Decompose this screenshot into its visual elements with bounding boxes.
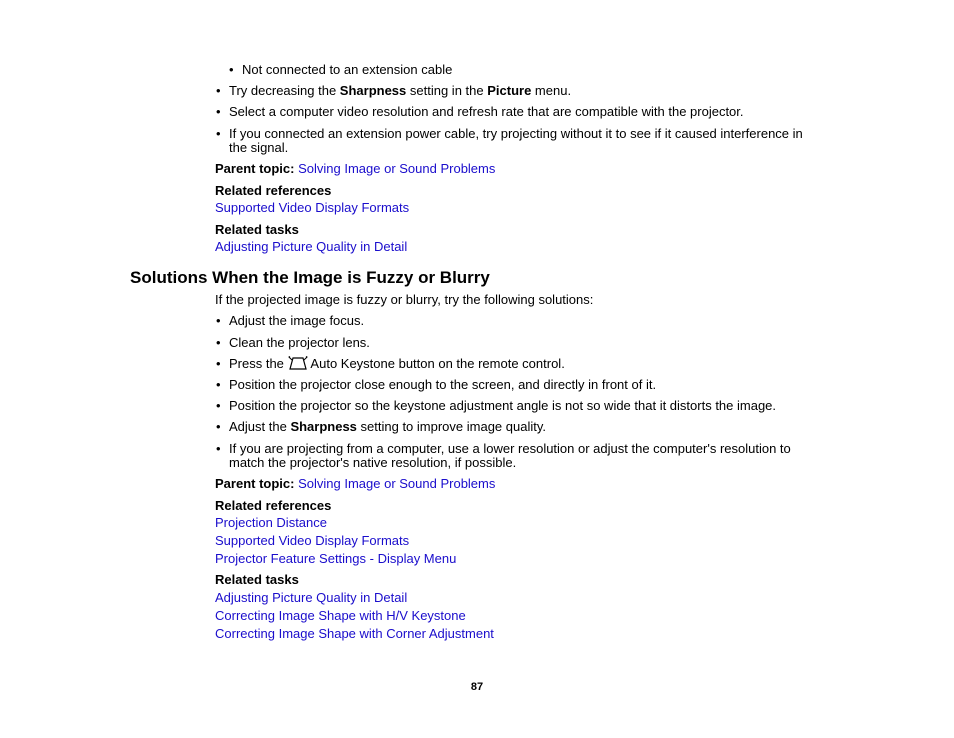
parent-topic-link[interactable]: Solving Image or Sound Problems bbox=[298, 161, 496, 176]
bullet-marker: • bbox=[216, 356, 221, 371]
page-number: 87 bbox=[470, 681, 484, 693]
related-references-label: Related references bbox=[215, 498, 332, 513]
parent-topic bbox=[215, 161, 495, 177]
bullet-marker: • bbox=[216, 398, 221, 413]
bullet-marker: • bbox=[216, 104, 221, 119]
bullet-marker: • bbox=[216, 441, 221, 456]
related-tasks-label: Related tasks bbox=[215, 572, 299, 587]
parent-topic-label: Parent topic: bbox=[215, 476, 295, 491]
related-reference-link[interactable]: Projector Feature Settings - Display Menu bbox=[215, 551, 457, 566]
bullet-resolution: Select a computer video resolution and refresh rate that are compatible with the projector. bbox=[229, 104, 744, 119]
bullet-focus: Adjust the image focus. bbox=[229, 313, 365, 328]
bullet-marker: • bbox=[216, 377, 221, 392]
bullet-marker: • bbox=[216, 126, 221, 141]
related-task-link[interactable]: Correcting Image Shape with Corner Adjustment bbox=[215, 626, 494, 641]
bullet-position-close: Position the projector close enough to the screen, and directly in front of it. bbox=[229, 377, 657, 392]
sub-bullet-text: Not connected to an extension cable bbox=[242, 62, 453, 77]
related-reference-link[interactable]: Supported Video Display Formats bbox=[215, 533, 410, 548]
related-reference-link[interactable]: Supported Video Display Formats bbox=[215, 200, 410, 215]
bullet-sharpness-picture: Try decreasing the Sharpness setting in the Picture menu. bbox=[229, 83, 572, 98]
bullet-lower-resolution-line2: match the projector's native resolution, if possible. bbox=[229, 455, 517, 470]
section-heading: Solutions When the Image is Fuzzy or Blurry bbox=[130, 268, 490, 287]
parent-topic bbox=[215, 476, 495, 492]
bullet-marker: • bbox=[216, 419, 221, 434]
bullet-extension-line2: the signal. bbox=[229, 140, 289, 155]
related-task-link[interactable]: Adjusting Picture Quality in Detail bbox=[215, 239, 408, 254]
bullet-extension-line1: If you connected an extension power cable, try projecting without it to see if it caused interference in bbox=[229, 126, 803, 141]
bullet-keystone-angle: Position the projector so the keystone adjustment angle is not so wide that it distorts the image. bbox=[229, 398, 777, 413]
related-tasks-label: Related tasks bbox=[215, 222, 299, 237]
related-references-label: Related references bbox=[215, 183, 332, 198]
section-intro: If the projected image is fuzzy or blurry, try the following solutions: bbox=[215, 292, 594, 307]
parent-topic-label: Parent topic: bbox=[215, 161, 295, 176]
bullet-marker: • bbox=[216, 313, 221, 328]
bullet-lower-resolution-line1: If you are projecting from a computer, use a lower resolution or adjust the computer's resolution to bbox=[229, 441, 791, 456]
bullet-clean-lens: Clean the projector lens. bbox=[229, 335, 370, 350]
related-task-link[interactable]: Correcting Image Shape with H/V Keystone bbox=[215, 608, 466, 623]
auto-keystone-icon bbox=[288, 356, 308, 370]
bullet-marker: • bbox=[216, 335, 221, 350]
bullet-marker: • bbox=[216, 83, 221, 98]
related-task-link[interactable]: Adjusting Picture Quality in Detail bbox=[215, 590, 408, 605]
bullet-adjust-sharpness: Adjust the Sharpness setting to improve image quality. bbox=[229, 419, 546, 434]
related-reference-link[interactable]: Projection Distance bbox=[215, 515, 327, 530]
bullet-marker: • bbox=[229, 62, 234, 77]
bullet-auto-keystone: Press the Auto Keystone button on the remote control. bbox=[229, 356, 565, 371]
parent-topic-link[interactable]: Solving Image or Sound Problems bbox=[298, 476, 496, 491]
